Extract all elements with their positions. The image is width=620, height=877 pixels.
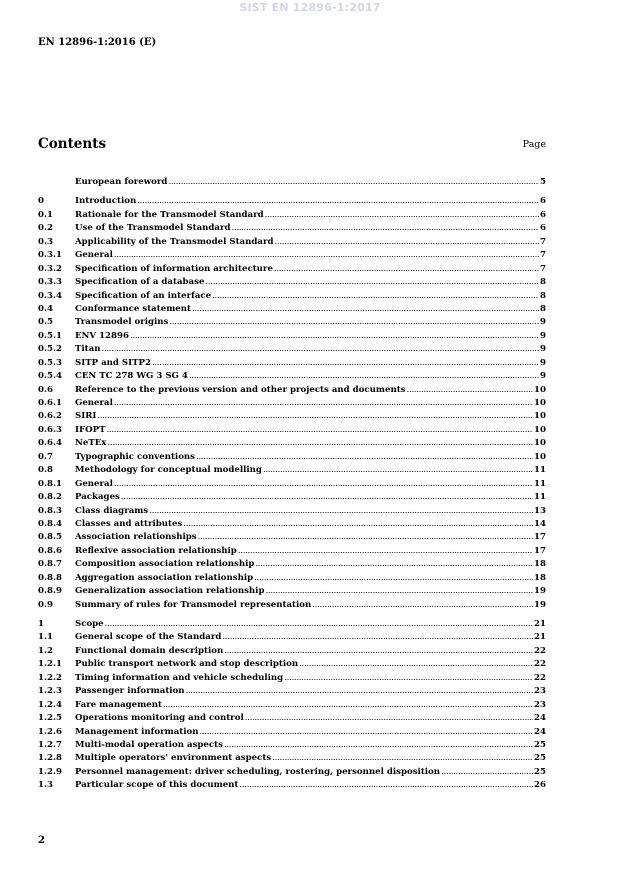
toc-entry-title: Methodology for conceptual modelling xyxy=(75,465,262,476)
toc-entry-number: 1.2.3 xyxy=(38,686,62,697)
toc-entry-title: Reflexive association relationship xyxy=(75,545,237,556)
toc-entry-title: Particular scope of this document xyxy=(75,780,239,791)
toc-entry[interactable] xyxy=(38,276,546,289)
toc-entry-page: 9 xyxy=(540,317,546,328)
toc-entry-number: 0.4 xyxy=(38,303,53,314)
toc-entry-number: 0.3.4 xyxy=(38,290,62,301)
toc-leader-dots xyxy=(149,505,533,518)
toc-entry-number: 0.6.1 xyxy=(38,398,62,408)
toc-entry-page: 18 xyxy=(534,572,546,583)
toc-leader-dots xyxy=(263,464,533,477)
toc-entry-page: 6 xyxy=(540,209,546,220)
toc-entry-page: 5 xyxy=(540,177,546,187)
toc-entry[interactable] xyxy=(38,209,546,222)
toc-entry-page: 8 xyxy=(540,290,546,301)
toc-entry-page: 22 xyxy=(534,659,546,670)
toc-entry-title: General xyxy=(75,478,113,489)
toc-leader-dots xyxy=(224,739,533,752)
toc-leader-dots xyxy=(232,222,540,235)
toc-entry-number: 0.3.1 xyxy=(38,250,62,261)
toc-leader-dots xyxy=(121,491,533,504)
toc-entry-page: 7 xyxy=(540,250,546,261)
toc-entry-title: Fare management xyxy=(75,699,162,710)
toc-entry-title: Specification of an interface xyxy=(75,290,212,301)
toc-leader-dots xyxy=(312,599,533,612)
toc-entry-page: 7 xyxy=(540,236,546,247)
toc-entry-number: 0.5.1 xyxy=(38,330,62,341)
toc-leader-dots xyxy=(163,699,533,712)
toc-entry-title: Association relationships xyxy=(75,532,197,543)
toc-entry-title: Operations monitoring and control xyxy=(75,713,244,724)
toc-entry-title: Rationale for the Transmodel Standard xyxy=(75,209,264,220)
toc-entry[interactable] xyxy=(38,249,546,262)
toc-entry[interactable] xyxy=(38,195,546,208)
toc-entry-title: Aggregation association relationship xyxy=(75,572,254,583)
toc-leader-dots xyxy=(169,316,539,329)
toc-leader-dots xyxy=(152,357,539,370)
toc-entry-title: Public transport network and stop description xyxy=(75,659,299,670)
toc-entry[interactable] xyxy=(38,518,546,531)
toc-entry[interactable] xyxy=(38,478,546,491)
toc-entry[interactable] xyxy=(38,464,546,477)
toc-entry-page: 17 xyxy=(534,532,546,543)
toc-leader-dots xyxy=(114,249,539,262)
toc-entry[interactable] xyxy=(38,712,546,725)
toc-entry-page: 17 xyxy=(534,545,546,556)
toc-leader-dots xyxy=(407,384,534,397)
toc-entry-page: 8 xyxy=(540,303,546,314)
toc-entry-title: ENV 12896 xyxy=(75,330,129,341)
toc-entry-number: 0.6.3 xyxy=(38,424,62,435)
table-of-contents xyxy=(38,176,546,793)
toc-leader-dots xyxy=(114,478,533,491)
toc-entry-number: 0.8.8 xyxy=(38,572,62,583)
toc-entry-page: 10 xyxy=(534,411,546,422)
toc-entry-page: 25 xyxy=(534,739,546,750)
toc-leader-dots xyxy=(189,370,539,383)
toc-entry[interactable] xyxy=(38,397,546,410)
toc-entry-page: 18 xyxy=(534,559,546,570)
toc-entry-page: 10 xyxy=(534,384,546,395)
toc-entry[interactable] xyxy=(38,437,546,450)
toc-leader-dots xyxy=(275,236,540,249)
toc-entry-number: 0.8.3 xyxy=(38,505,62,516)
toc-entry[interactable] xyxy=(38,658,546,671)
toc-leader-dots xyxy=(106,424,533,437)
toc-leader-dots xyxy=(137,195,539,208)
toc-leader-dots xyxy=(198,531,533,544)
toc-entry-page: 23 xyxy=(534,699,546,710)
toc-leader-dots xyxy=(272,752,533,765)
toc-entry[interactable] xyxy=(38,384,546,397)
toc-entry-page: 23 xyxy=(534,686,546,697)
toc-entry-number: 1.2.1 xyxy=(38,659,62,670)
toc-entry-title: SIRI xyxy=(75,411,97,422)
toc-entry[interactable] xyxy=(38,672,546,685)
toc-leader-dots xyxy=(130,330,539,343)
toc-leader-dots xyxy=(239,779,533,792)
toc-leader-dots xyxy=(441,766,533,779)
toc-entry-number: 1.2.2 xyxy=(38,672,62,683)
toc-entry-number: 0.8.2 xyxy=(38,492,62,503)
toc-leader-dots xyxy=(168,176,539,189)
toc-entry-title: Functional domain description xyxy=(75,645,224,656)
toc-leader-dots xyxy=(101,343,539,356)
toc-entry-page: 8 xyxy=(540,277,546,288)
toc-entry-number: 0 xyxy=(38,196,44,207)
toc-entry[interactable] xyxy=(38,631,546,644)
toc-entry-page: 11 xyxy=(534,465,546,476)
toc-leader-dots xyxy=(245,712,533,725)
toc-entry-title: Transmodel origins xyxy=(75,317,169,328)
toc-entry-page: 26 xyxy=(534,780,546,791)
toc-entry-title: NeTEx xyxy=(75,438,107,449)
toc-entry-number: 0.8.6 xyxy=(38,545,62,556)
toc-entry[interactable] xyxy=(38,424,546,437)
toc-entry-page: 11 xyxy=(534,478,546,489)
toc-entry-title: Multiple operators' environment aspects xyxy=(75,753,272,764)
toc-entry[interactable] xyxy=(38,176,546,189)
toc-entry-page: 9 xyxy=(540,357,546,368)
toc-leader-dots xyxy=(192,303,539,316)
toc-entry-title: General xyxy=(75,398,113,408)
toc-entry-title: Specification of a database xyxy=(75,277,205,288)
toc-entry[interactable] xyxy=(38,685,546,698)
toc-entry[interactable] xyxy=(38,357,546,370)
toc-entry-page: 6 xyxy=(540,196,546,207)
toc-entry-number: 0.8.9 xyxy=(38,586,62,597)
toc-entry-title: Packages xyxy=(75,492,120,503)
toc-entry-number: 0.8.5 xyxy=(38,532,62,543)
toc-entry-title: Composition association relationship xyxy=(75,559,255,570)
page-column-label: Page xyxy=(522,139,546,150)
toc-entry-page: 10 xyxy=(534,424,546,435)
toc-leader-dots xyxy=(284,672,533,685)
toc-entry-page: 22 xyxy=(534,645,546,656)
toc-leader-dots xyxy=(238,545,533,558)
toc-entry-title: General scope of the Standard xyxy=(75,632,222,643)
toc-entry-number: 0.5.4 xyxy=(38,371,62,382)
toc-entry[interactable] xyxy=(38,451,546,464)
toc-entry-page: 21 xyxy=(534,619,546,629)
toc-entry-number: 0.3.2 xyxy=(38,263,62,274)
toc-entry-number: 0.8.7 xyxy=(38,559,62,570)
toc-entry-number: 0.9 xyxy=(38,599,53,610)
toc-entry-title: European foreword xyxy=(75,177,168,187)
toc-entry-page: 25 xyxy=(534,766,546,777)
toc-entry-page: 21 xyxy=(534,632,546,643)
toc-entry-number: 0.8 xyxy=(38,465,53,476)
toc-entry-title: Generalization association relationship xyxy=(75,586,265,597)
toc-entry[interactable] xyxy=(38,558,546,571)
page-number: 2 xyxy=(38,835,45,846)
toc-entry-title: Class diagrams xyxy=(75,505,149,516)
toc-entry-number: 0.6.2 xyxy=(38,411,62,422)
toc-entry-title: SITP and SITP2 xyxy=(75,357,151,368)
toc-entry-number: 1.2.9 xyxy=(38,766,62,777)
toc-leader-dots xyxy=(212,290,539,303)
toc-leader-dots xyxy=(274,263,539,276)
toc-entry-number: 0.8.1 xyxy=(38,478,62,489)
toc-entry-title: Introduction xyxy=(75,196,137,207)
toc-entry-page: 10 xyxy=(534,438,546,449)
watermark: SIST EN 12896-1:2017 xyxy=(239,1,381,14)
toc-entry[interactable] xyxy=(38,330,546,343)
toc-entry[interactable] xyxy=(38,303,546,316)
toc-leader-dots xyxy=(107,437,533,450)
toc-entry-title: Specification of information architecture xyxy=(75,263,273,274)
toc-entry-title: Personnel management: driver scheduling, rostering, personnel disposition xyxy=(75,766,441,777)
toc-entry-number: 0.6.4 xyxy=(38,438,62,449)
toc-entry[interactable] xyxy=(38,572,546,585)
toc-entry-title: Titan xyxy=(75,344,101,355)
toc-entry-number: 0.3 xyxy=(38,236,53,247)
toc-entry-title: Management information xyxy=(75,726,199,737)
toc-entry-page: 9 xyxy=(540,371,546,382)
toc-leader-dots xyxy=(265,585,533,598)
toc-entry-page: 13 xyxy=(534,505,546,516)
toc-entry-title: Passenger information xyxy=(75,686,185,697)
toc-entry[interactable] xyxy=(38,222,546,235)
toc-entry-page: 10 xyxy=(534,451,546,462)
toc-entry-title: General xyxy=(75,250,113,261)
toc-leader-dots xyxy=(254,572,533,585)
toc-entry[interactable] xyxy=(38,410,546,423)
toc-entry-page: 7 xyxy=(540,263,546,274)
toc-entry-title: Summary of rules for Transmodel representation xyxy=(75,599,312,610)
toc-leader-dots xyxy=(224,645,533,658)
toc-entry-title: Timing information and vehicle scheduling xyxy=(75,672,284,683)
toc-entry[interactable] xyxy=(38,752,546,765)
toc-entry[interactable] xyxy=(38,370,546,383)
toc-entry[interactable] xyxy=(38,585,546,598)
toc-entry-number: 0.7 xyxy=(38,451,53,462)
toc-entry-number: 1.3 xyxy=(38,780,53,791)
toc-entry-title: Typographic conventions xyxy=(75,451,196,462)
toc-entry-page: 10 xyxy=(534,398,546,408)
toc-entry-number: 0.5.3 xyxy=(38,357,62,368)
toc-entry-number: 0.3.3 xyxy=(38,277,62,288)
toc-entry[interactable] xyxy=(38,236,546,249)
toc-entry-page: 22 xyxy=(534,672,546,683)
toc-entry-number: 0.6 xyxy=(38,384,53,395)
toc-entry[interactable] xyxy=(38,779,546,792)
toc-entry[interactable] xyxy=(38,599,546,612)
toc-entry-title: Classes and attributes xyxy=(75,518,183,529)
toc-entry-title: IFOPT xyxy=(75,424,106,435)
toc-entry-page: 9 xyxy=(540,330,546,341)
toc-entry-page: 19 xyxy=(534,599,546,610)
toc-leader-dots xyxy=(186,685,533,698)
toc-entry-title: CEN TC 278 WG 3 SG 4 xyxy=(75,371,188,382)
toc-entry-number: 1.2 xyxy=(38,645,53,656)
toc-entry[interactable] xyxy=(38,766,546,779)
toc-entry-number: 1.2.4 xyxy=(38,699,62,710)
toc-entry[interactable] xyxy=(38,343,546,356)
toc-leader-dots xyxy=(222,631,533,644)
toc-entry-page: 25 xyxy=(534,753,546,764)
toc-entry-page: 6 xyxy=(540,223,546,234)
toc-entry-number: 0.5.2 xyxy=(38,344,62,355)
toc-entry-page: 24 xyxy=(534,726,546,737)
toc-entry-number: 0.5 xyxy=(38,317,53,328)
toc-leader-dots xyxy=(114,397,533,410)
toc-entry-title: Conformance statement xyxy=(75,303,191,314)
toc-leader-dots xyxy=(205,276,539,289)
contents-title: Contents xyxy=(38,136,107,152)
toc-entry-number: 0.8.4 xyxy=(38,518,62,529)
toc-entry-number: 1.2.7 xyxy=(38,739,62,750)
toc-leader-dots xyxy=(299,658,533,671)
toc-entry-page: 11 xyxy=(534,492,546,503)
toc-entry-title: Applicability of the Transmodel Standard xyxy=(75,236,274,247)
toc-leader-dots xyxy=(97,410,533,423)
toc-entry-page: 14 xyxy=(534,518,546,529)
toc-entry-title: Scope xyxy=(75,619,104,629)
toc-leader-dots xyxy=(255,558,533,571)
toc-entry[interactable] xyxy=(38,726,546,739)
toc-entry[interactable] xyxy=(38,290,546,303)
toc-entry-page: 19 xyxy=(534,586,546,597)
toc-entry-number: 1 xyxy=(38,619,44,629)
toc-leader-dots xyxy=(105,618,533,631)
toc-entry-number: 1.2.5 xyxy=(38,713,62,724)
toc-entry-number: 0.2 xyxy=(38,223,53,234)
toc-leader-dots xyxy=(200,726,534,739)
toc-entry-number: 1.2.8 xyxy=(38,753,62,764)
toc-entry[interactable] xyxy=(38,531,546,544)
toc-entry-title: Use of the Transmodel Standard xyxy=(75,223,231,234)
toc-entry[interactable] xyxy=(38,618,546,631)
toc-leader-dots xyxy=(183,518,533,531)
toc-entry-title: Multi-modal operation aspects xyxy=(75,739,223,750)
toc-entry-number: 0.1 xyxy=(38,209,53,220)
toc-entry-title: Reference to the previous version and other projects and documents xyxy=(75,384,406,395)
toc-leader-dots xyxy=(265,209,539,222)
toc-entry[interactable] xyxy=(38,699,546,712)
toc-entry[interactable] xyxy=(38,645,546,658)
toc-entry-page: 24 xyxy=(534,713,546,724)
toc-entry-page: 9 xyxy=(540,344,546,355)
toc-entry[interactable] xyxy=(38,739,546,752)
toc-leader-dots xyxy=(196,451,533,464)
toc-entry[interactable] xyxy=(38,316,546,329)
toc-entry[interactable] xyxy=(38,505,546,518)
toc-entry[interactable] xyxy=(38,545,546,558)
toc-entry-number: 1.2.6 xyxy=(38,726,62,737)
document-id: EN 12896-1:2016 (E) xyxy=(38,37,157,48)
toc-entry[interactable] xyxy=(38,491,546,504)
toc-entry-number: 1.1 xyxy=(38,632,53,643)
toc-entry[interactable] xyxy=(38,263,546,276)
